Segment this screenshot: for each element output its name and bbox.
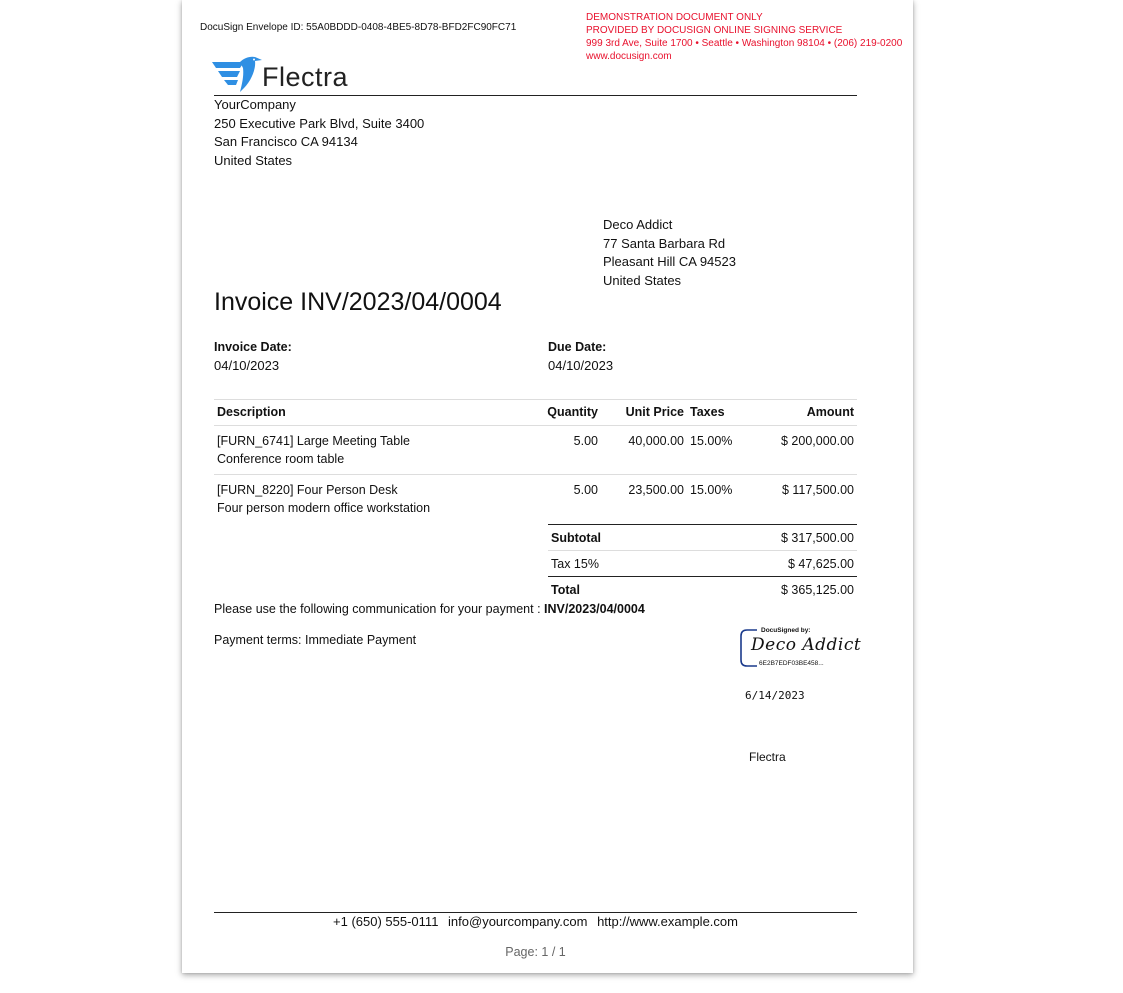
tax-value: $ 47,625.00 bbox=[676, 551, 857, 577]
column-header-unit-price: Unit Price bbox=[601, 400, 687, 426]
company-street: 250 Executive Park Blvd, Suite 3400 bbox=[214, 115, 425, 131]
subtotal-label: Subtotal bbox=[548, 525, 676, 551]
demo-notice-line: 999 3rd Ave, Suite 1700 • Seattle • Washington 98104 • (206) 219-0200 bbox=[586, 38, 903, 49]
line-product: [FURN_6741] Large Meeting Table bbox=[217, 434, 410, 448]
invoice-date-value: 04/10/2023 bbox=[214, 358, 280, 373]
total-label: Total bbox=[548, 577, 676, 603]
tax-row bbox=[548, 551, 857, 577]
company-country: United States bbox=[214, 152, 293, 168]
customer-address bbox=[603, 216, 736, 290]
line-taxes: 15.00% bbox=[690, 434, 733, 448]
company-city: San Francisco CA 94134 bbox=[214, 134, 358, 149]
docusign-signature-box bbox=[739, 627, 862, 671]
line-amount: $ 117,500.00 bbox=[748, 475, 857, 524]
line-quantity: 5.00 bbox=[535, 475, 601, 524]
logo-wordmark: Flectra bbox=[262, 62, 349, 92]
customer-name: Deco Addict bbox=[603, 217, 673, 232]
subtotal-value: $ 317,500.00 bbox=[676, 525, 857, 551]
invoice-date-label: Invoice Date: bbox=[214, 340, 292, 354]
payment-reference: INV/2023/04/0004 bbox=[544, 602, 645, 616]
demo-notice-line: www.docusign.com bbox=[586, 51, 672, 62]
totals-table bbox=[548, 524, 857, 602]
column-header-amount: Amount bbox=[748, 400, 857, 426]
payment-communication bbox=[214, 602, 645, 616]
payment-terms: Payment terms: Immediate Payment bbox=[214, 633, 417, 647]
line-description bbox=[214, 475, 535, 524]
line-unit-price: 23,500.00 bbox=[601, 475, 687, 524]
table-row bbox=[214, 475, 857, 524]
company-logo bbox=[210, 56, 360, 96]
line-product: [FURN_8220] Four Person Desk bbox=[217, 483, 398, 497]
signature-hash: 6E2B7EDF03BE458... bbox=[759, 660, 824, 667]
total-value: $ 365,125.00 bbox=[676, 577, 857, 603]
customer-city: Pleasant Hill CA 94523 bbox=[603, 254, 736, 269]
column-header-taxes: Taxes bbox=[687, 400, 748, 426]
footer-contact bbox=[214, 914, 857, 929]
demo-notice-line: PROVIDED BY DOCUSIGN ONLINE SIGNING SERVICE bbox=[586, 25, 843, 36]
handwritten-signature: Deco Addict bbox=[751, 635, 862, 655]
column-header-quantity: Quantity bbox=[535, 400, 601, 426]
signature-company: Flectra bbox=[749, 750, 786, 764]
customer-street: 77 Santa Barbara Rd bbox=[603, 235, 726, 251]
table-header-row bbox=[214, 400, 857, 426]
line-taxes: 15.00% bbox=[687, 475, 748, 524]
signature-label: DocuSigned by: bbox=[761, 627, 811, 634]
customer-country: United States bbox=[603, 272, 682, 288]
total-row bbox=[548, 577, 857, 603]
column-header-description: Description bbox=[214, 400, 535, 426]
invoice-title: Invoice INV/2023/04/0004 bbox=[214, 288, 502, 316]
line-description bbox=[214, 426, 535, 475]
envelope-id: DocuSign Envelope ID: 55A0BDDD-0408-4BE5-8D78-BFD2FC90FC71 bbox=[200, 22, 517, 33]
due-date-value: 04/10/2023 bbox=[548, 358, 614, 373]
footer-email[interactable]: info@yourcompany.com bbox=[448, 914, 588, 929]
company-name: YourCompany bbox=[214, 97, 296, 112]
line-quantity: 5.00 bbox=[573, 434, 598, 448]
tax-label: Tax 15% bbox=[548, 551, 676, 577]
footer-divider bbox=[214, 912, 857, 913]
table-row bbox=[214, 426, 857, 475]
line-amount: $ 200,000.00 bbox=[781, 434, 854, 448]
bird-logo-icon bbox=[210, 56, 270, 96]
footer-phone: +1 (650) 555-0111 bbox=[333, 914, 439, 929]
line-note: Conference room table bbox=[217, 452, 345, 466]
payment-communication-text: Please use the following communication for your payment : bbox=[214, 602, 545, 616]
subtotal-row bbox=[548, 525, 857, 551]
due-date-label: Due Date: bbox=[548, 340, 607, 354]
line-unit-price: 40,000.00 bbox=[628, 434, 684, 448]
invoice-lines-table bbox=[214, 399, 857, 523]
demo-notice-line: DEMONSTRATION DOCUMENT ONLY bbox=[586, 12, 763, 23]
footer-website[interactable]: http://www.example.com bbox=[597, 914, 738, 929]
line-note: Four person modern office workstation bbox=[217, 501, 431, 515]
page-number: Page: 1 / 1 bbox=[505, 945, 566, 959]
company-address bbox=[214, 96, 424, 170]
signature-date: 6/14/2023 bbox=[745, 689, 805, 702]
demo-notice bbox=[586, 11, 902, 63]
